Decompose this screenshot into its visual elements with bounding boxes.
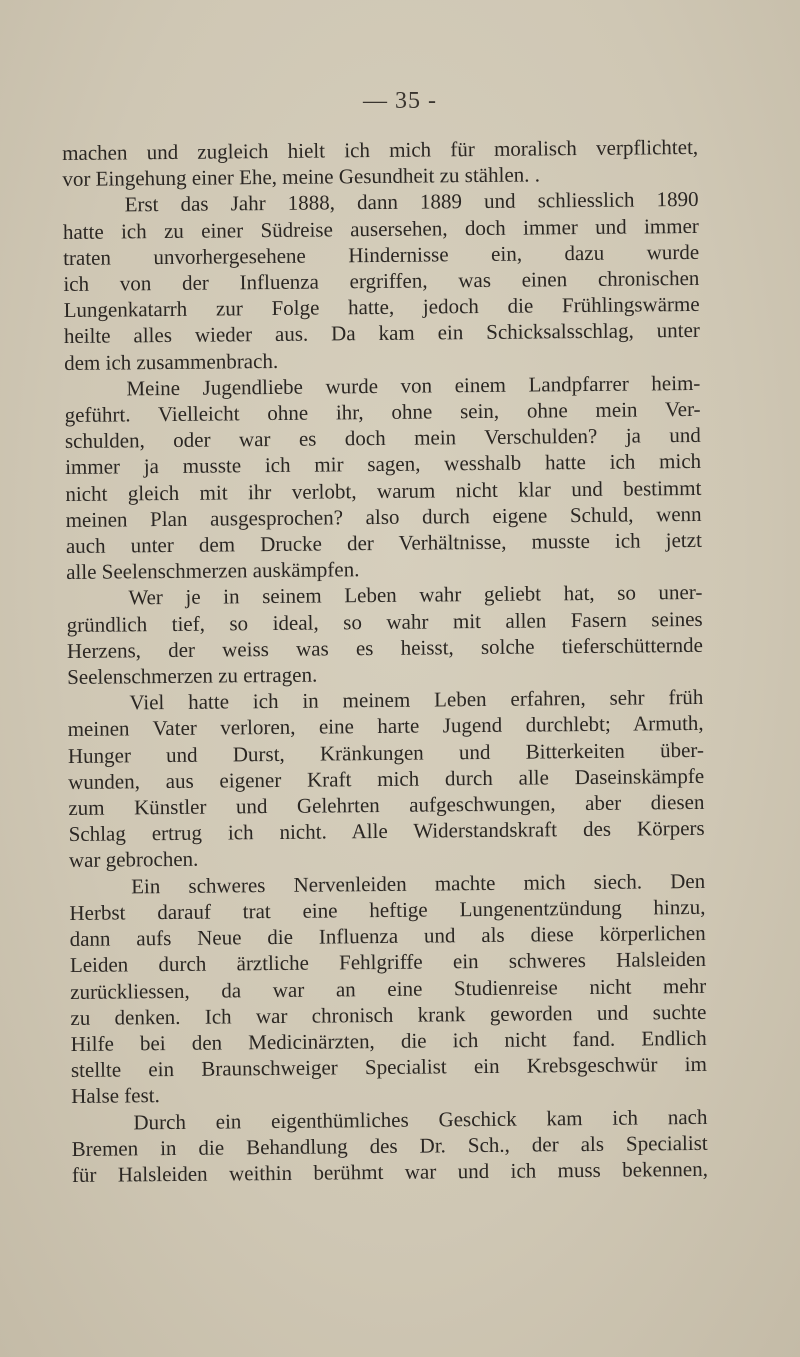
text-line: zu denken. Ich war chronisch krank geworden und suchte — [70, 999, 707, 1030]
text-line: immer ja musste ich mir sagen, wesshalb hatte ich mich — [65, 449, 702, 480]
text-line: machen und zugleich hielt ich mich für moralisch verpflichtet, — [62, 134, 699, 165]
text-line: dem ich zusammenbrach. — [64, 348, 279, 375]
text-line: Meine Jugendliebe wurde von einem Landpfarrer heim- — [126, 370, 701, 401]
text-line: geführt. Vielleicht ohne ihr, ohne sein, ohne mein Ver- — [64, 396, 701, 428]
text-line: Leiden durch ärztliche Fehlgriffe ein schweres Halsleiden — [69, 947, 707, 978]
text-line: Wer je in seinem Leben wahr geliebt hat, so uner- — [128, 580, 703, 610]
text-line: Hunger und Durst, Kränkungen und Bitterkeiten über- — [67, 737, 704, 768]
text-line: ich von der Influenza ergriffen, was einen chronischen — [63, 265, 700, 297]
text-line: Ein schweres Nervenleiden machte mich siech. Den — [131, 868, 706, 899]
text-line: Herzens, der weiss was es heisst, solche tieferschütternde — [66, 632, 703, 663]
text-line: heilte alles wieder aus. Da kam ein Schicksalsschlag, unter — [63, 318, 700, 349]
text-line: hatte ich zu einer Südreise ausersehen, doch immer und immer — [62, 213, 699, 244]
text-line: Hilfe bei den Medicinärzten, die ich nicht fand. Endlich — [70, 1025, 707, 1056]
text-line: zurückliessen, da war an eine Studienreise nicht mehr — [70, 973, 707, 1004]
text-line: stellte ein Braunschweiger Specialist ein Krebsgeschwür im — [70, 1051, 708, 1083]
text-line: zum Künstler und Gelehrten aufgeschwungen, aber diesen — [68, 789, 705, 821]
text-line: Schlag ertrug ich nicht. Alle Widerstandskraft des Körpers — [68, 816, 705, 847]
text-line: Erst das Jahr 1888, dann 1889 und schliesslich 1890 — [124, 187, 699, 217]
text-line: wunden, aus eigener Kraft mich durch alle Daseinskämpfe — [68, 763, 705, 794]
text-line: alle Seelenschmerzen auskämpfen. — [66, 557, 360, 585]
text-line: Herbst darauf trat eine heftige Lungenentzündung hinzu, — [69, 894, 706, 925]
text-line: traten unvorhergesehene Hindernisse ein, dazu wurde — [63, 239, 700, 270]
text-line: für Halsleiden weithin berühmt war und ich muss bekennen, — [71, 1156, 709, 1187]
body-text — [62, 134, 708, 1188]
text-line: Bremen in die Behandlung des Dr. Sch., der als Specialist — [71, 1130, 708, 1161]
text-line: nicht gleich mit ihr verlobt, warum nicht klar und bestimmt — [65, 475, 702, 506]
text-line: Seelenschmerzen zu ertragen. — [67, 662, 318, 690]
text-line: auch unter dem Drucke der Verhältnisse, musste ich jetzt — [65, 527, 702, 559]
text-line: dann aufs Neue die Influenza und als diese körperlichen — [69, 920, 706, 952]
text-line: Viel hatte ich in meinem Leben erfahren, sehr früh — [129, 685, 704, 715]
text-line: war gebrochen. — [68, 847, 199, 873]
text-line: vor Eingehung einer Ehe, meine Gesundheit zu stählen. . — [62, 162, 541, 192]
page-number-header: — 35 - — [363, 88, 437, 114]
text-line: Halse fest. — [71, 1083, 160, 1109]
text-line: meinen Plan ausgesprochen? also durch eigene Schuld, wenn — [65, 501, 702, 532]
text-line: meinen Vater verloren, eine harte Jugend durchlebt; Armuth, — [67, 711, 704, 742]
text-line: gründlich tief, so ideal, so wahr mit allen Fasern seines — [66, 606, 703, 637]
text-line: schulden, oder war es doch mein Verschulden? ja und — [64, 423, 701, 454]
text-line: Durch ein eigenthümliches Geschick kam ich nach — [133, 1104, 708, 1134]
text-line: Lungenkatarrh zur Folge hatte, jedoch die Frühlingswärme — [63, 292, 700, 323]
